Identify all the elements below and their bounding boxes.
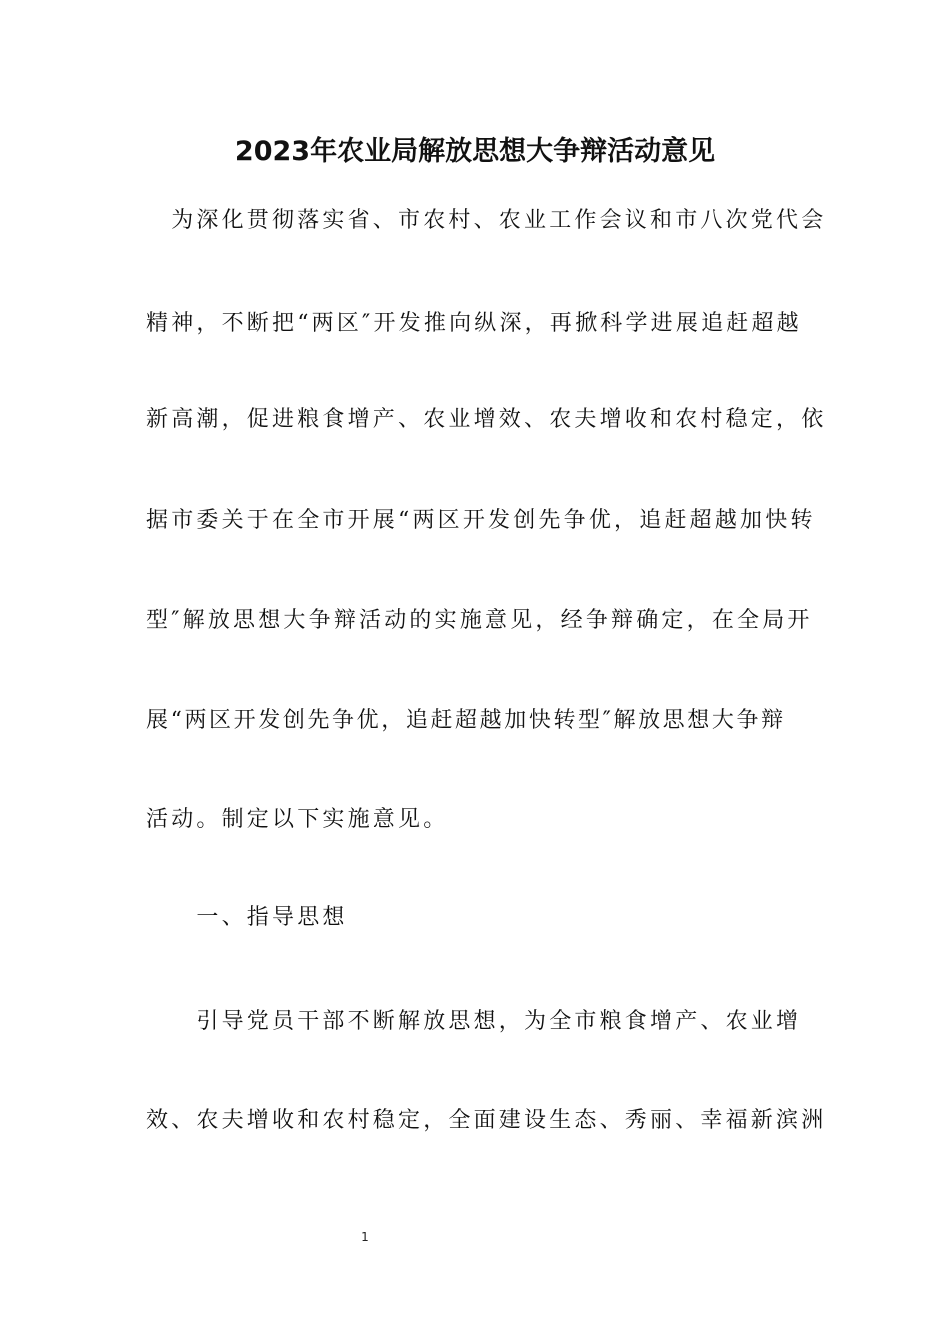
body-line-4: 据市委关于在全市开展“两区开发创先争优，追赶超越加快转 xyxy=(146,508,816,533)
body-line-2: 精神，不断把“两区″开发推向纵深，再掀科学进展追赶超越 xyxy=(146,311,802,336)
body-line-5: 型″解放思想大争辩活动的实施意见，经争辩确定，在全局开 xyxy=(146,608,813,633)
body-line-1: 为深化贯彻落实省、市农村、农业工作会议和市八次党代会 xyxy=(146,208,827,233)
document-title: 2023年农业局解放思想大争辩活动意见 xyxy=(234,136,716,167)
body-line-10: 效、农夫增收和农村稳定，全面建设生态、秀丽、幸福新滨洲 xyxy=(146,1108,827,1133)
body-line-9: 引导党员干部不断解放思想，为全市粮食增产、农业增 xyxy=(146,1009,802,1034)
body-line-6: 展“两区开发创先争优，追赶超越加快转型″解放思想大争辩 xyxy=(146,708,786,733)
body-line-3: 新高潮，促进粮食增产、农业增效、农夫增收和农村稳定，依 xyxy=(146,407,827,432)
section-heading: 一、指导思想 xyxy=(146,905,348,930)
page-number: 1 xyxy=(361,1230,369,1244)
body-line-7: 活动。制定以下实施意见。 xyxy=(146,807,449,832)
